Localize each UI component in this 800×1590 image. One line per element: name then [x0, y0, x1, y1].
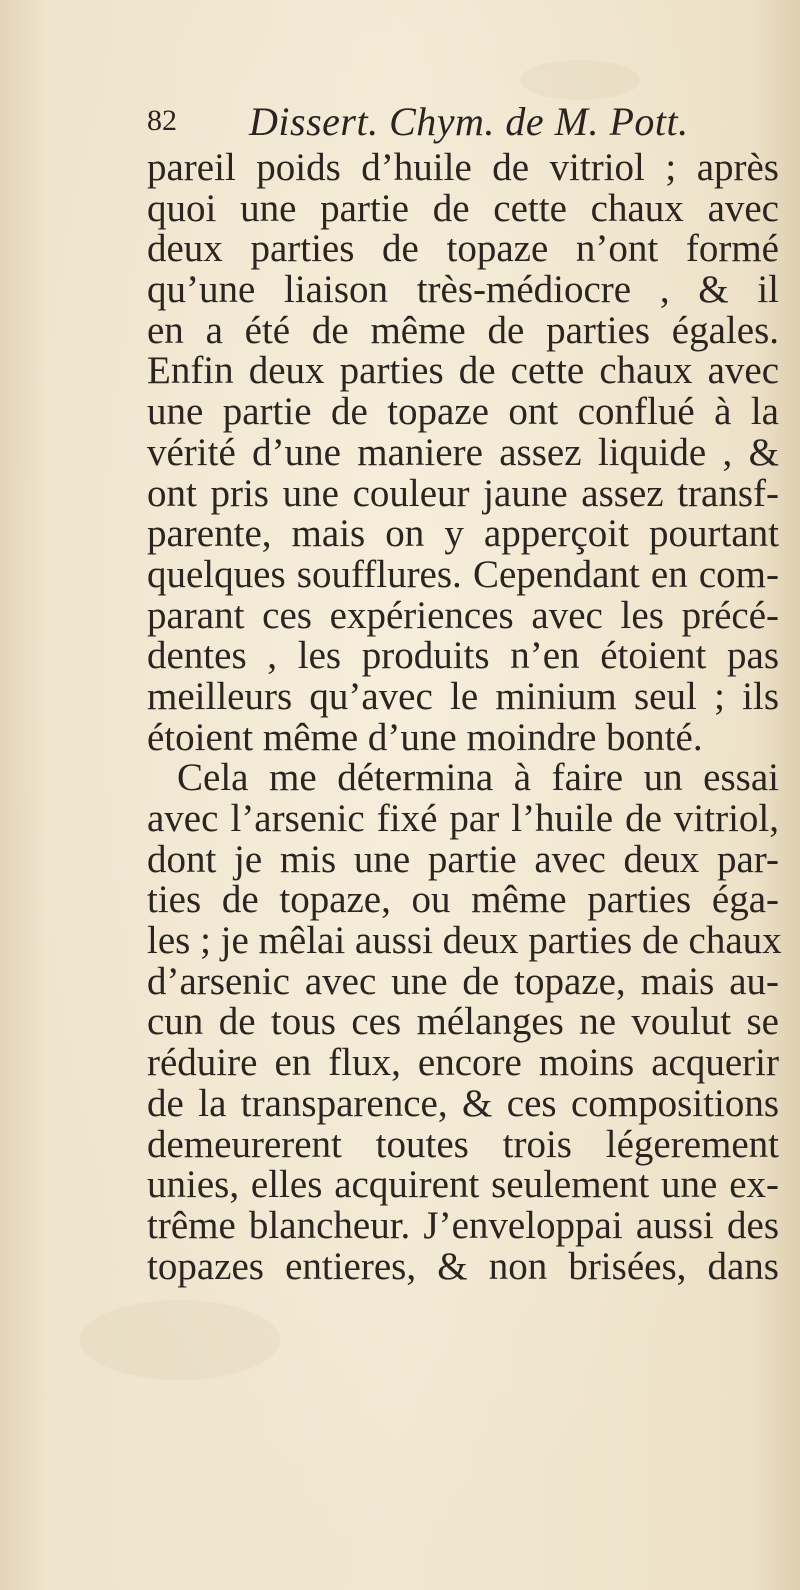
text-line: vérité d’une maniere assez liquide , & [147, 430, 779, 474]
text-line: Enfin deux parties de cette chaux avec [147, 349, 779, 393]
text-line: pareil poids d’huile de vitriol ; après [147, 146, 779, 189]
paper-stain [80, 1300, 280, 1380]
text-line: de la transparence, & ces compositions [147, 1081, 779, 1125]
text-line: Cela me détermina à faire un essai [177, 756, 779, 800]
text-line: une partie de topaze ont conflué à la [147, 390, 779, 434]
text-line: unies, elles acquirent seulement une ex- [147, 1163, 779, 1207]
text-line: avec l’arsenic fixé par l’huile de vitriol, [147, 797, 779, 840]
running-title: Dissert. Chym. de M. Pott. [249, 99, 689, 144]
text-line: en a été de même de parties égales. [147, 308, 779, 352]
text-line: trême blancheur. J’enveloppai aussi des [147, 1203, 779, 1247]
text-line: quelques soufflures. Cependant en com- [147, 552, 779, 596]
text-line: deux parties de topaze n’ont formé [147, 227, 779, 271]
body-text [147, 148, 787, 1287]
text-line: meilleurs qu’avec le minium seul ; ils [147, 674, 779, 718]
page-header [147, 98, 707, 150]
text-line: réduire en flux, encore moins acquerir [147, 1041, 779, 1085]
text-line: cun de tous ces mélanges ne voulut se [147, 1000, 779, 1044]
text-line: demeurerent toutes trois légerement [147, 1122, 779, 1166]
page-number: 82 [147, 104, 177, 137]
text-line: dont je mis une partie avec deux par- [147, 837, 779, 881]
text-line: topazes entieres, & non brisées, dans [147, 1244, 779, 1288]
text-line: parente, mais on y apperçoit pourtant [147, 512, 779, 556]
text-line: d’arsenic avec une de topaze, mais au- [147, 959, 779, 1003]
text-line: ont pris une couleur jaune assez transf- [147, 471, 779, 515]
text-line: étoient même d’une moindre bonté. [147, 715, 703, 759]
paper-stain [520, 60, 640, 100]
text-line: qu’une liaison très-médiocre , & il [147, 268, 779, 312]
text-line: dentes , les produits n’en étoient pas [147, 634, 779, 678]
text-line: quoi une partie de cette chaux avec [147, 186, 779, 230]
text-line: ties de topaze, ou même parties éga- [147, 878, 779, 922]
text-line: les ; je mêlai aussi deux parties de chaux [147, 919, 782, 963]
text-line: parant ces expériences avec les précé- [147, 593, 779, 637]
